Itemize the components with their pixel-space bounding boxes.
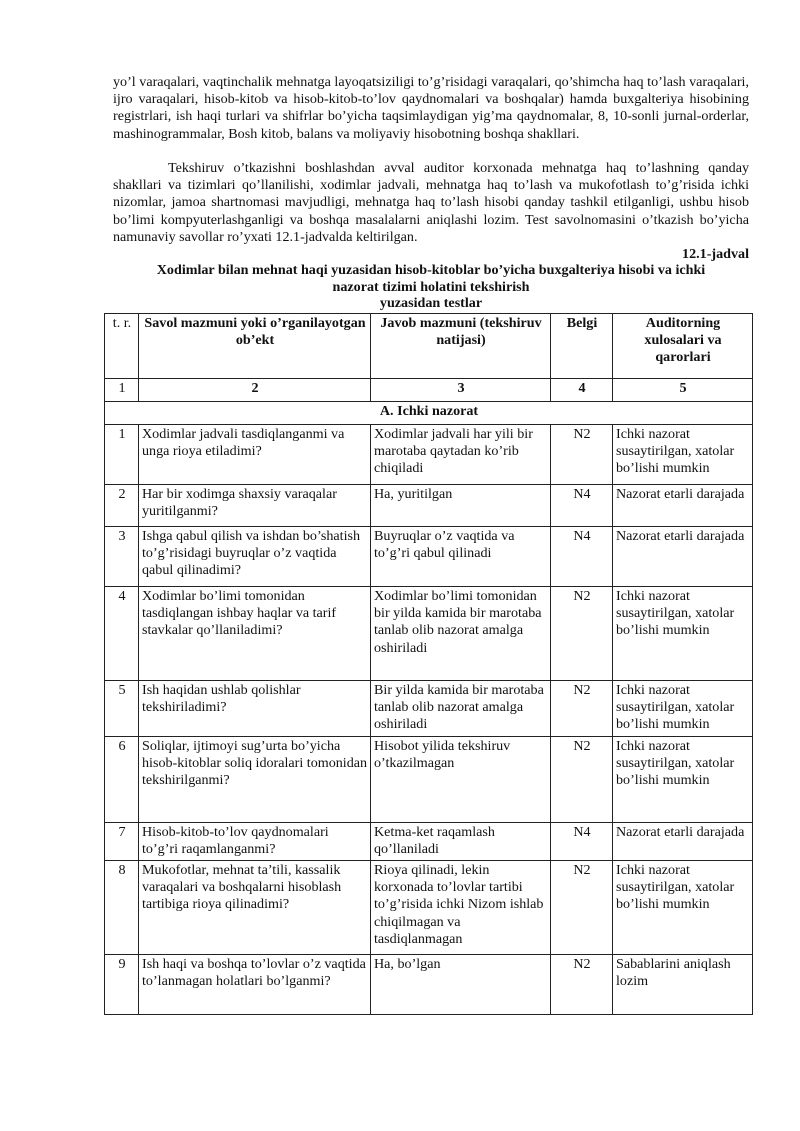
answer-cell: Buyruqlar o’z vaqtida va to’g’ri qabul qilinadi — [371, 527, 551, 587]
header-conclusion: Auditorning xulosalari va qarorlari — [613, 314, 753, 379]
header-question: Savol mazmuni yoki o’rganilayotgan ob’ekt — [139, 314, 371, 379]
answer-cell: Ha, yuritilgan — [371, 485, 551, 527]
answer-cell: Bir yilda kamida bir marotaba tanlab olib nazorat amalga oshiriladi — [371, 681, 551, 737]
header-number: t. r. — [105, 314, 139, 379]
conclusion-cell: Ichki nazorat susaytirilgan, xatolar bo’lishi mumkin — [613, 425, 753, 485]
question-cell: Hisob-kitob-to’lov qaydnomalari to’g’ri raqamlanganmi? — [139, 822, 371, 860]
table-row — [105, 955, 753, 1015]
column-number: 4 — [551, 379, 613, 402]
mark-cell: N4 — [551, 822, 613, 860]
answer-cell: Xodimlar jadvali har yili bir marotaba qaytadan ko’rib chiqiladi — [371, 425, 551, 485]
question-cell: Ishga qabul qilish va ishdan bo’shatish to’g’risidagi buyruqlar o’z vaqtida qabul qilinadimi? — [139, 527, 371, 587]
table-row — [105, 861, 753, 955]
column-number: 5 — [613, 379, 753, 402]
question-cell: Soliqlar, ijtimoyi sug’urta bo’yicha hisob-kitoblar soliq idoralari tomonidan tekshirilganmi? — [139, 736, 371, 822]
conclusion-cell: Ichki nazorat susaytirilgan, xatolar bo’lishi mumkin — [613, 861, 753, 955]
row-number: 9 — [105, 955, 139, 1015]
question-cell: Xodimlar bo’limi tomonidan tasdiqlangan ishbay haqlar va tarif stavkalar qo’llaniladimi? — [139, 587, 371, 681]
answer-cell: Xodimlar bo’limi tomonidan bir yilda kamida bir marotaba tanlab olib nazorat amalga oshiriladi — [371, 587, 551, 681]
table-title — [113, 262, 749, 312]
conclusion-cell: Ichki nazorat susaytirilgan, xatolar bo’lishi mumkin — [613, 587, 753, 681]
row-number: 8 — [105, 861, 139, 955]
table-title-line3: yuzasidan testlar — [379, 295, 483, 312]
row-number: 7 — [105, 822, 139, 860]
table-row — [105, 736, 753, 822]
table-row — [105, 681, 753, 737]
mark-cell: N2 — [551, 425, 613, 485]
row-number: 3 — [105, 527, 139, 587]
conclusion-cell: Nazorat etarli darajada — [613, 485, 753, 527]
question-cell: Ish haqidan ushlab qolishlar tekshiriladimi? — [139, 681, 371, 737]
column-number: 2 — [139, 379, 371, 402]
column-number-row — [105, 379, 753, 402]
row-number: 2 — [105, 485, 139, 527]
row-number: 5 — [105, 681, 139, 737]
answer-cell: Rioya qilinadi, lekin korxonada to’lovlar tartibi to’g’risida ichki Nizom ishlab chiqilmagan va tasdiqlanmagan — [371, 861, 551, 955]
conclusion-cell: Nazorat etarli darajada — [613, 527, 753, 587]
answer-cell: Ha, bo’lgan — [371, 955, 551, 1015]
section-title: A. Ichki nazorat — [105, 402, 753, 425]
conclusion-cell: Nazorat etarli darajada — [613, 822, 753, 860]
table-row — [105, 485, 753, 527]
row-number: 1 — [105, 425, 139, 485]
conclusion-cell: Ichki nazorat susaytirilgan, xatolar bo’lishi mumkin — [613, 736, 753, 822]
mark-cell: N2 — [551, 955, 613, 1015]
answer-cell: Hisobot yilida tekshiruv o’tkazilmagan — [371, 736, 551, 822]
table-header-row — [105, 314, 753, 379]
question-cell: Ish haqi va boshqa to’lovlar o’z vaqtida to’lanmagan holatlari bo’lganmi? — [139, 955, 371, 1015]
header-mark: Belgi — [551, 314, 613, 379]
table-number: 12.1-jadval — [682, 246, 749, 262]
table-title-line1: Xodimlar bilan mehnat haqi yuzasidan hisob-kitoblar bo’yicha buxgalteriya hisobi va ichki — [156, 262, 706, 278]
question-cell: Har bir xodimga shaxsiy varaqalar yuritilganmi? — [139, 485, 371, 527]
header-answer: Javob mazmuni (tekshiruv natijasi) — [371, 314, 551, 379]
column-number: 1 — [105, 379, 139, 402]
mark-cell: N2 — [551, 587, 613, 681]
section-row — [105, 402, 753, 425]
table-row — [105, 822, 753, 860]
mark-cell: N2 — [551, 861, 613, 955]
table-row — [105, 587, 753, 681]
conclusion-cell: Sabablarini aniqlash lozim — [613, 955, 753, 1015]
paragraph-audit-preparation: Tekshiruv o’tkazishni boshlashdan avval auditor korxonada mehnatga haq to’lashning qanday shakllari va tizimlari qo’llanilishi, xodimlar jadvali, mehnatga haq to’lash va mukofotlash to’g’risida ichki nizomlar, jamoa shartnomasi mavjudligi, mehnatga haq to’lash hisobi qanday tashkil etilganligi, ushbu hisob bo’limi kompyuterlashganligi va boshqa masalalarni aniqlashi lozim. Test savolnomasini o’tkazish bo’yicha namunaviy savollar ro’yxati 12.1-jadvalda keltirilgan. — [113, 160, 749, 245]
question-cell: Mukofotlar, mehnat ta’tili, kassalik varaqalari va boshqalarni hisoblash tartibiga rioya qilinadimi? — [139, 861, 371, 955]
answer-cell: Ketma-ket raqamlash qo’llaniladi — [371, 822, 551, 860]
paragraph-intro: yo’l varaqalari, vaqtinchalik mehnatga layoqatsiziligi to’g’risidagi varaqalari, qo’shimcha haq to’lash varaqalari, ijro varaqalari, hisob-kitob va hisob-kitob-to’lov qaydnomalari va boshqalar) hamda buxgalteriya hisobining registrlari, ish haqi turlari va shifrlar bo’yicha taqsimlaydigan yig’ma qaydnomalar, 8, 10-sonli jurnal-orderlar, mashinogrammalar, Bosh kitob, balans va moliyaviy hisobotning boshqa shakllari. — [113, 74, 749, 142]
mark-cell: N2 — [551, 736, 613, 822]
question-cell: Xodimlar jadvali tasdiqlanganmi va unga rioya etiladimi? — [139, 425, 371, 485]
mark-cell: N4 — [551, 527, 613, 587]
row-number: 4 — [105, 587, 139, 681]
mark-cell: N4 — [551, 485, 613, 527]
table-title-line2: nazorat tizimi holatini tekshirish — [332, 278, 530, 295]
conclusion-cell: Ichki nazorat susaytirilgan, xatolar bo’lishi mumkin — [613, 681, 753, 737]
table-row — [105, 527, 753, 587]
audit-test-table — [104, 313, 753, 1015]
mark-cell: N2 — [551, 681, 613, 737]
column-number: 3 — [371, 379, 551, 402]
row-number: 6 — [105, 736, 139, 822]
table-row — [105, 425, 753, 485]
